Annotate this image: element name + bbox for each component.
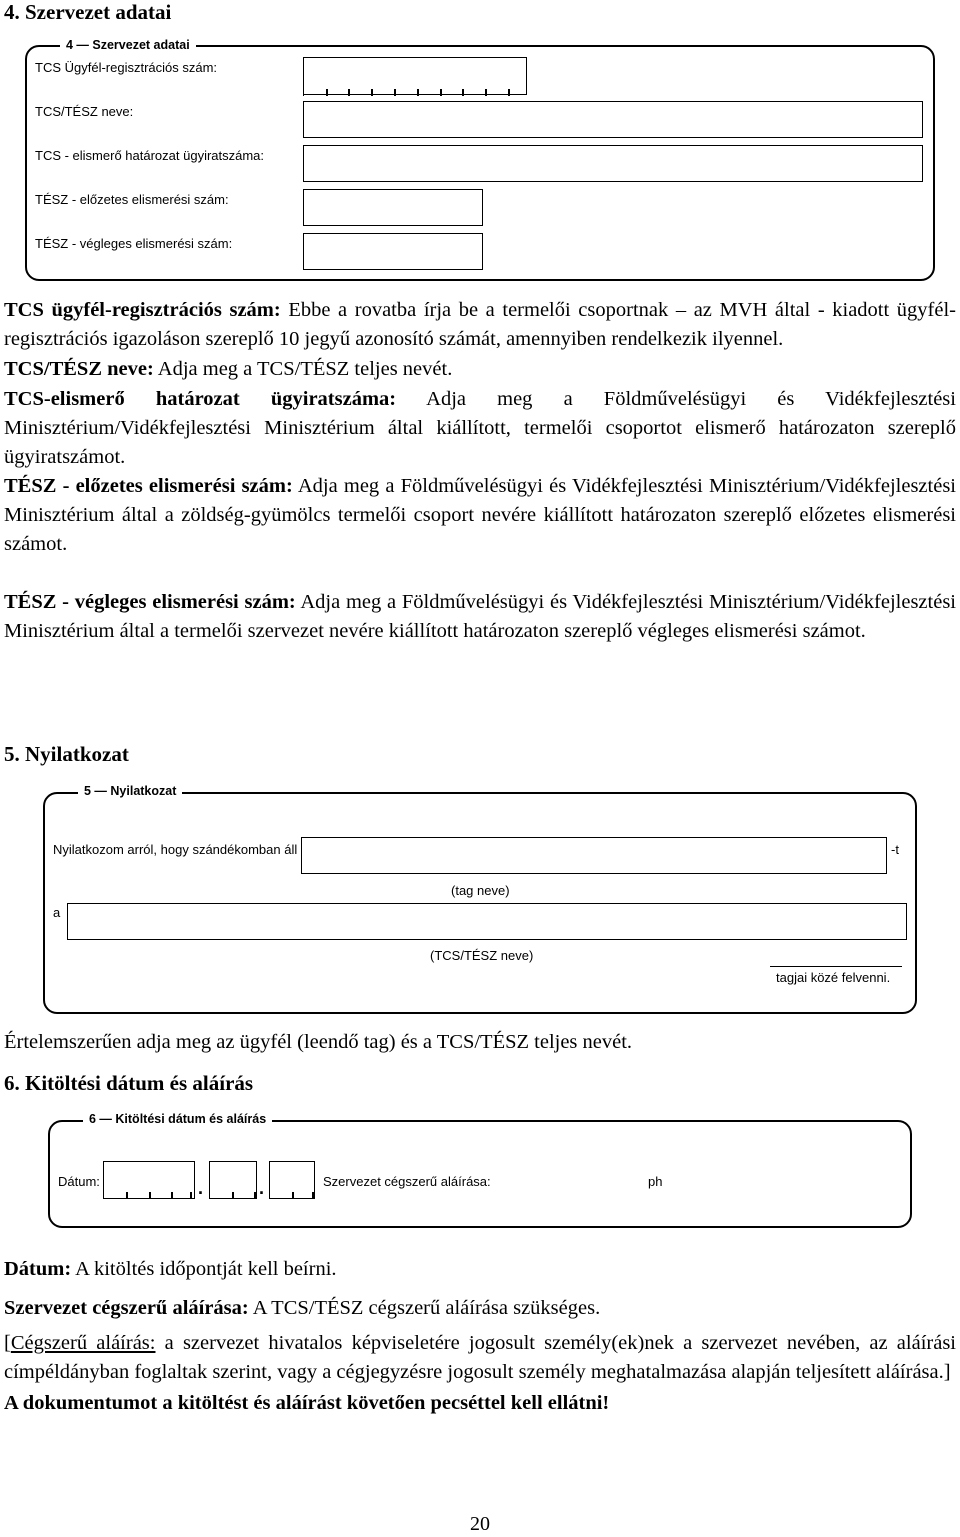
paragraph-tcs-name: TCS/TÉSZ neve: Adja meg a TCS/TÉSZ teljes nevét. <box>4 358 453 380</box>
tcs-name-input[interactable] <box>303 101 923 138</box>
tesz-final-input[interactable] <box>303 233 483 270</box>
final-instruction: A dokumentumot a kitöltést és aláírást követően pecséttel kell ellátni! <box>4 1392 610 1414</box>
section4-heading: 4. Szervezet adatai <box>4 0 172 24</box>
signature-area[interactable] <box>490 1161 890 1201</box>
member-name-input[interactable] <box>301 837 887 874</box>
signature-label: Szervezet cégszerű aláírása: <box>323 1174 491 1189</box>
date-label: Dátum: <box>58 1174 100 1189</box>
organisation-name-input[interactable] <box>67 903 907 940</box>
section5-form-legend: 5 — Nyilatkozat <box>78 784 182 798</box>
paragraph-tesz-final: TÉSZ - végleges elismerési szám: Adja meg a Földművelésügyi és Vidékfejlesztési Minisztérium/Vidékfejlesztési Minisztérium által a termelői szervezet nevére kiállított határozaton szereplő végleges elismerési számot. <box>4 591 956 642</box>
page-number: 20 <box>470 1513 490 1535</box>
field-label-tcs-resolution: TCS - elismerő határozat ügyiratszáma: <box>35 148 265 163</box>
paragraph-tcs-reg: TCS ügyfél-regisztrációs szám: Ebbe a rovatba írja be a termelői csoportnak – az MVH által - kiadott ügyfél-regisztrációs igazoláson szereplő 10 jegyű azonosító számát, amennyiben rendelkezik ilyennel. <box>4 299 956 350</box>
field-label-tesz-preliminary: TÉSZ - előzetes elismerési szám: <box>35 192 229 207</box>
section4-text <box>4 296 956 646</box>
section5-note: Értelemszerűen adja meg az ügyfél (leendő tag) és a TCS/TÉSZ teljes nevét. <box>4 1031 633 1053</box>
declaration-prefix-a: a <box>53 905 61 920</box>
declaration-line1: Nyilatkozom arról, hogy szándékomban áll <box>53 842 298 857</box>
section4-form-legend: 4 — Szervezet adatai <box>60 38 196 52</box>
field-label-tcs-name: TCS/TÉSZ neve: <box>35 104 134 119</box>
date-separator-2: . <box>259 1178 265 1198</box>
declaration-tail-line <box>770 966 902 967</box>
declaration-tail: tagjai közé felvenni. <box>776 970 891 985</box>
tcs-reg-digit-ticks <box>303 86 514 96</box>
paragraph-date: Dátum: A kitöltés időpontját kell beírni. <box>4 1258 337 1280</box>
section6-form-legend: 6 — Kitöltési dátum és aláírás <box>83 1112 272 1126</box>
paragraph-tcs-resolution: TCS-elismerő határozat ügyiratszáma: Adja meg a Földművelésügyi és Vidékfejlesztési Minisztérium/Vidékfejlesztési Minisztérium által kiállított, termelői csoportot elismerő határozaton szereplő ügyiratszámot. <box>4 388 956 468</box>
section6-text <box>4 1255 956 1418</box>
field-label-tcs-reg: TCS Ügyfél-regisztrációs szám: <box>35 60 218 75</box>
paragraph-signature: Szervezet cégszerű aláírása: A TCS/TÉSZ cégszerű aláírása szükséges. <box>4 1297 601 1319</box>
section6-heading: 6. Kitöltési dátum és aláírás <box>4 1071 254 1095</box>
stamp-ph-label: ph <box>648 1174 663 1189</box>
field-label-tesz-final: TÉSZ - végleges elismerési szám: <box>35 236 233 251</box>
paragraph-tesz-preliminary: TÉSZ - előzetes elismerési szám: Adja meg a Földművelésügyi és Vidékfejlesztési Minisztérium/Vidékfejlesztési Minisztérium által a zöldség-gyümölcs termelői csoport nevére kiállított határozaton szereplő előzetes elismerési számot. <box>4 475 956 555</box>
tcs-resolution-input[interactable] <box>303 145 923 182</box>
tesz-preliminary-input[interactable] <box>303 189 483 226</box>
year-digit-ticks <box>103 1189 190 1199</box>
month-digit-ticks <box>209 1189 256 1199</box>
paragraph-signature-definition: [Cégszerű aláírás: a szervezet hivatalos képviseletére jogosult személy(ek)nek a szervezet nevében, az aláírási címpéldányban foglaltak szerint, vagy a cégjegyzésre jogosult személy meghatalmazása alapján teljesített aláírása.] <box>4 1332 956 1383</box>
declaration-suffix: -t <box>891 842 899 857</box>
member-name-caption: (tag neve) <box>451 883 510 898</box>
organisation-name-caption: (TCS/TÉSZ neve) <box>430 948 534 963</box>
date-separator-1: . <box>198 1178 204 1198</box>
section5-heading: 5. Nyilatkozat <box>4 742 129 766</box>
day-digit-ticks <box>269 1189 314 1199</box>
